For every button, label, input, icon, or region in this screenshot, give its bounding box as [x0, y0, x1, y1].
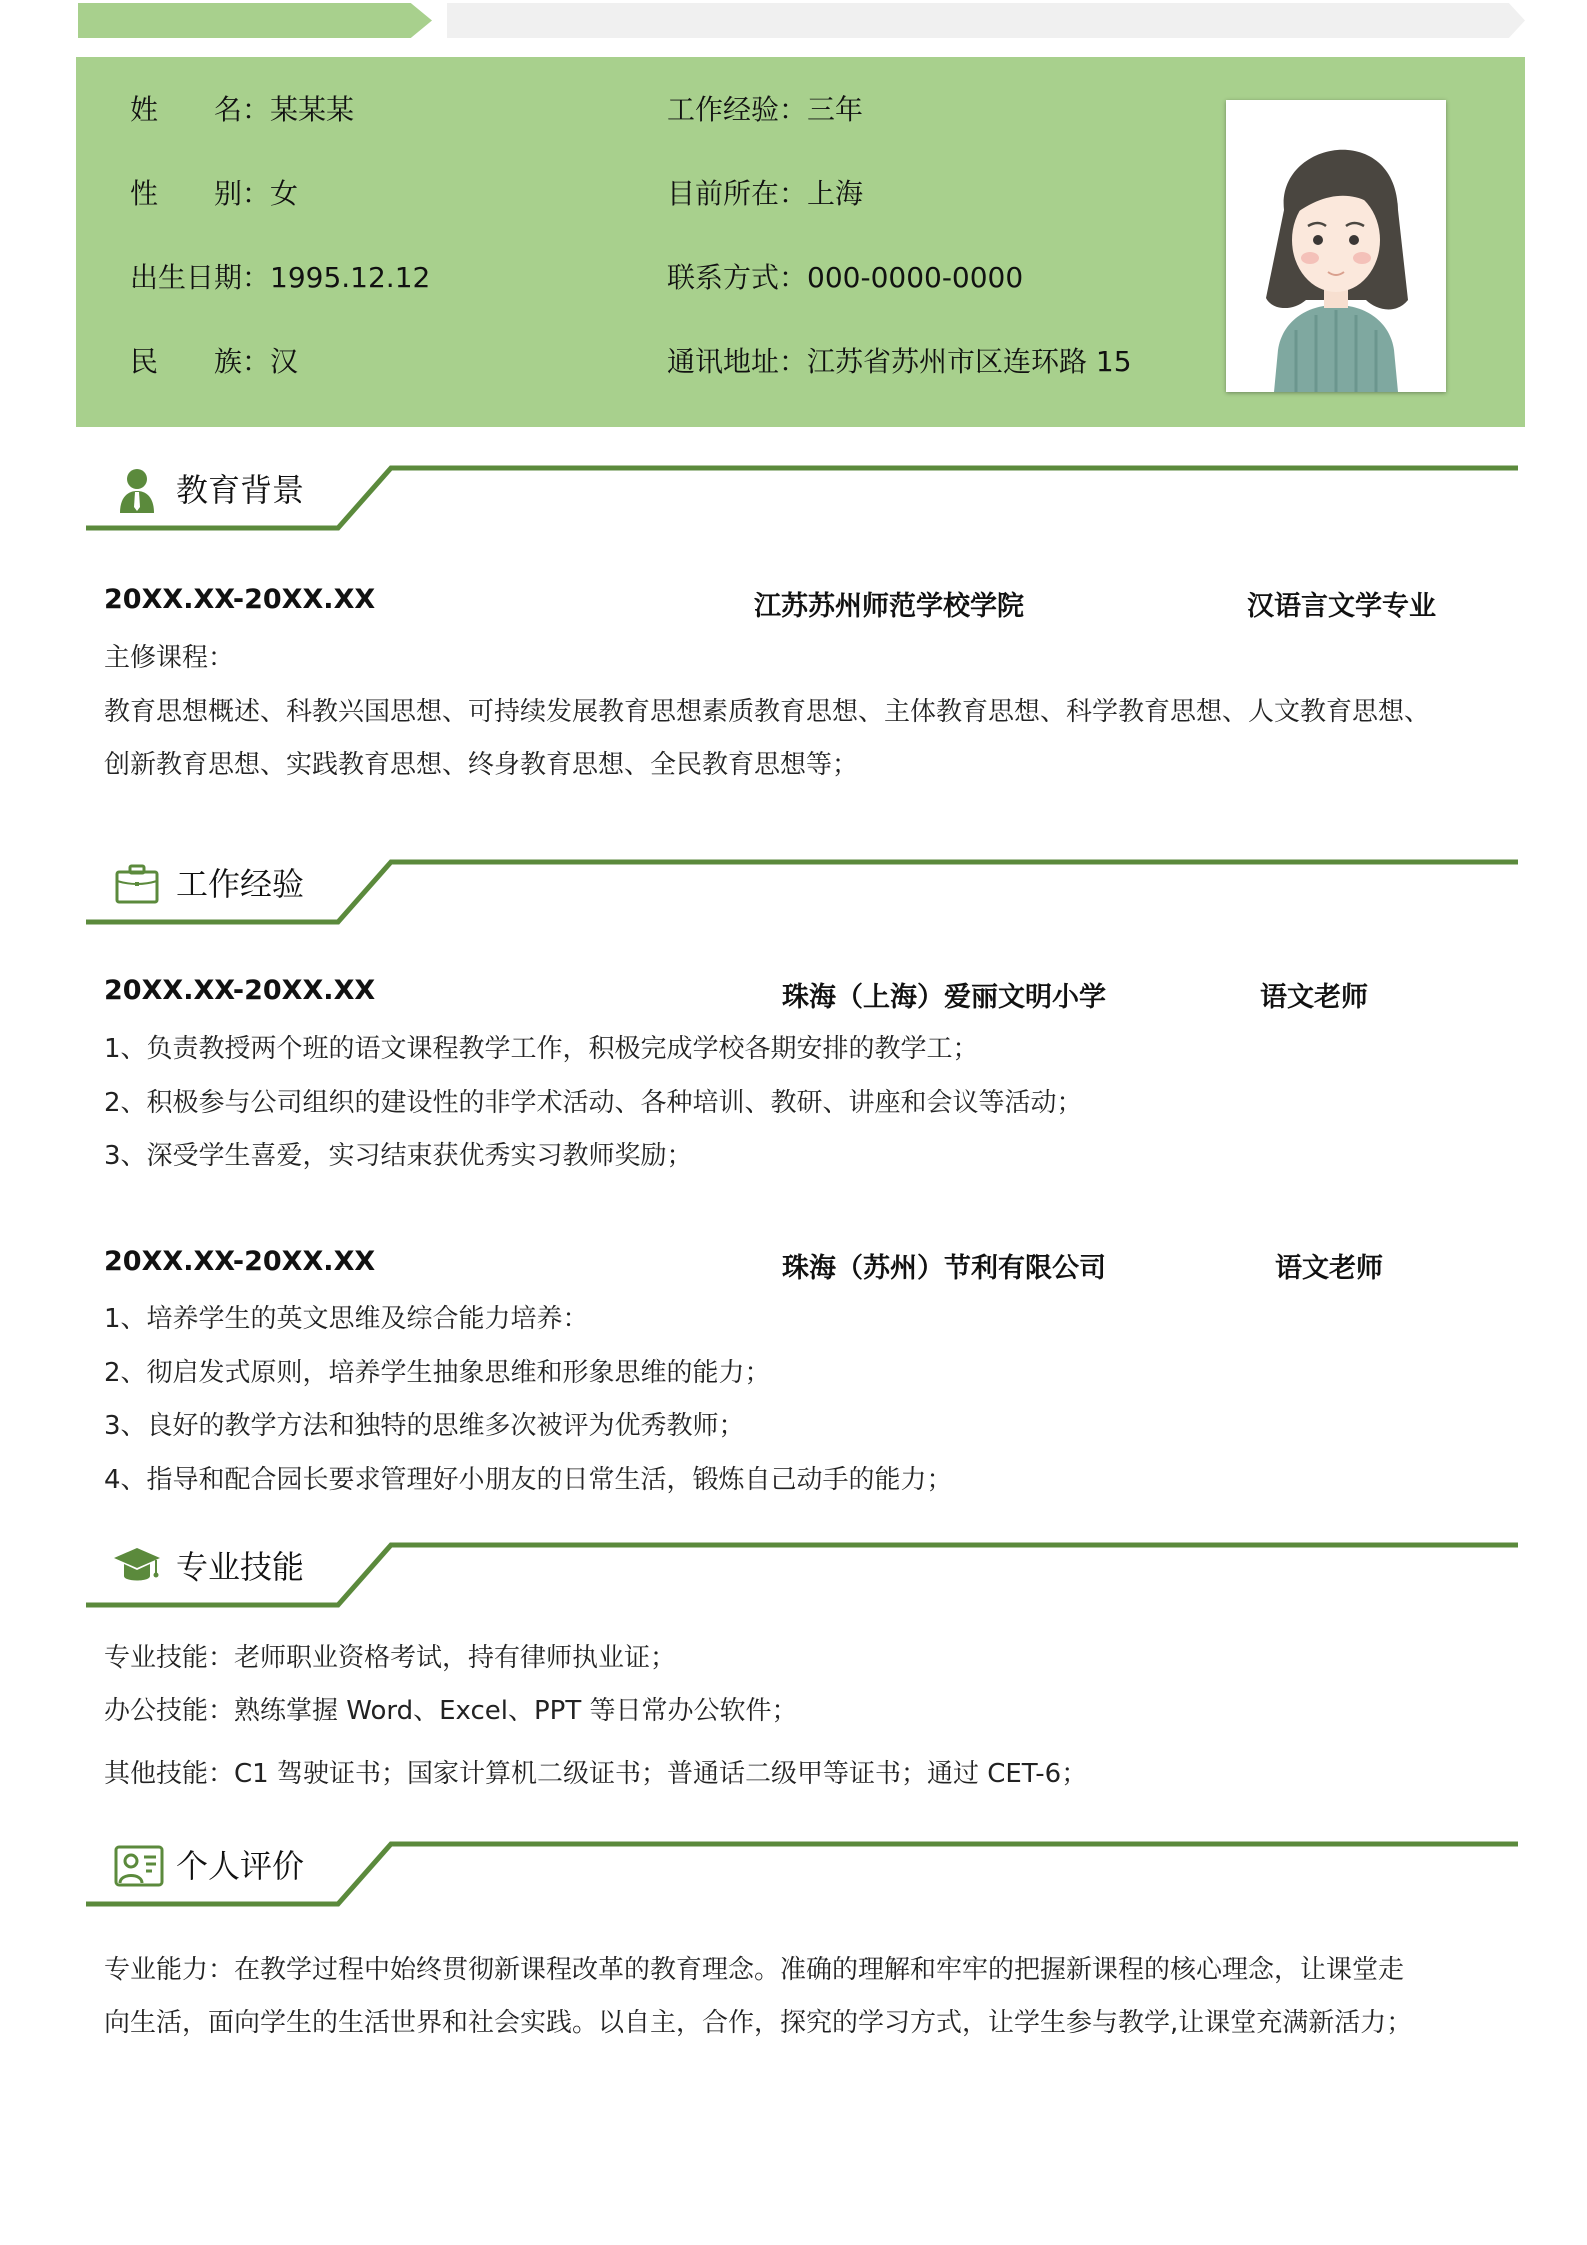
info-label: 工作经验：: [667, 93, 808, 126]
job-company: 珠海（苏州）节利有限公司: [782, 1253, 1106, 1284]
id-card-icon: [114, 1843, 160, 1889]
info-label: 姓 名：: [130, 93, 271, 126]
job-company: 珠海（上海）爱丽文明小学: [782, 982, 1106, 1013]
education-date: 20XX.XX-20XX.XX: [104, 584, 376, 615]
job-role: 语文老师: [1260, 982, 1368, 1013]
info-label: 性 别：: [130, 177, 271, 210]
info-contact: [667, 260, 1023, 296]
info-address: [667, 344, 1132, 380]
info-ethnicity: [130, 344, 298, 380]
section-title: 专业技能: [176, 1548, 305, 1586]
courses-label: 主修课程：: [104, 643, 235, 673]
section-title: 工作经验: [176, 865, 305, 903]
info-label: 出生日期：: [130, 261, 271, 294]
job-date: 20XX.XX-20XX.XX: [104, 1246, 376, 1277]
briefcase-icon: [114, 861, 160, 907]
section-header-evaluation: [86, 1831, 1518, 1901]
education-school: 江苏苏州师范学校学院: [754, 591, 1024, 622]
job-item: 4、指导和配合园长要求管理好小朋友的日常生活，锻炼自己动手的能力；: [104, 1465, 953, 1495]
info-value: 某某某: [270, 93, 355, 126]
info-gender: [130, 176, 298, 212]
top-banner-accent: [78, 3, 432, 38]
evaluation-line: 专业能力：在教学过程中始终贯彻新课程改革的教育理念。准确的理解和牢牢的把握新课程的核心理念，让课堂走: [104, 1955, 1405, 1985]
job-item: 3、良好的教学方法和独特的思维多次被评为优秀教师；: [104, 1411, 745, 1441]
section-header-work: [86, 849, 1518, 919]
graduation-cap-icon: [114, 1544, 160, 1590]
info-value: 女: [270, 177, 299, 210]
info-name: [130, 92, 354, 128]
job-item: 1、负责教授两个班的语文课程教学工作，积极完成学校各期安排的教学工；: [104, 1034, 979, 1064]
job-role: 语文老师: [1275, 1253, 1383, 1284]
job-item: 3、深受学生喜爱，实习结束获优秀实习教师奖励；: [104, 1141, 693, 1171]
section-title: 个人评价: [176, 1847, 305, 1885]
evaluation-line: 向生活，面向学生的生活世界和社会实践。以自主，合作，探究的学习方式，让学生参与教学,让课堂充满新活力；: [104, 2008, 1413, 2038]
info-location: [667, 176, 863, 212]
skill-line: 其他技能：C1 驾驶证书；国家计算机二级证书；普通话二级甲等证书；通过 CET-6；: [104, 1759, 1088, 1789]
info-value: 上海: [807, 177, 864, 210]
profile-photo: [1226, 100, 1446, 392]
person-tie-icon: [114, 467, 160, 513]
info-label: 通讯地址：: [667, 345, 808, 378]
info-value: 江苏省苏州市区连环路 15: [807, 345, 1132, 378]
info-experience: [667, 92, 863, 128]
info-label: 联系方式：: [667, 261, 808, 294]
info-value: 1995.12.12: [270, 261, 431, 294]
job-item: 2、彻启发式原则，培养学生抽象思维和形象思维的能力；: [104, 1358, 771, 1388]
courses-line: 教育思想概述、科教兴国思想、可持续发展教育思想素质教育思想、主体教育思想、科学教育思想、人文教育思想、: [104, 697, 1431, 727]
education-major: 汉语言文学专业: [1247, 591, 1436, 622]
section-header-skills: [86, 1532, 1518, 1602]
skill-line: 专业技能：老师职业资格考试，持有律师执业证；: [104, 1643, 677, 1673]
section-header-education: [86, 455, 1518, 525]
job-date: 20XX.XX-20XX.XX: [104, 975, 376, 1006]
info-value: 三年: [807, 93, 864, 126]
job-item: 2、积极参与公司组织的建设性的非学术活动、各种培训、教研、讲座和会议等活动；: [104, 1088, 1083, 1118]
courses-line: 创新教育思想、实践教育思想、终身教育思想、全民教育思想等；: [104, 750, 859, 780]
info-birthdate: [130, 260, 430, 296]
top-banner-gray: [447, 3, 1525, 38]
job-item: 1、培养学生的英文思维及综合能力培养：: [104, 1304, 589, 1334]
info-label: 目前所在：: [667, 177, 808, 210]
section-title: 教育背景: [176, 471, 305, 509]
info-label: 民 族：: [130, 345, 271, 378]
info-value: 汉: [270, 345, 299, 378]
avatar-illustration-icon: [1226, 100, 1446, 392]
info-value: 000-0000-0000: [807, 261, 1024, 294]
skill-line: 办公技能：熟练掌握 Word、Excel、PPT 等日常办公软件；: [104, 1696, 798, 1726]
